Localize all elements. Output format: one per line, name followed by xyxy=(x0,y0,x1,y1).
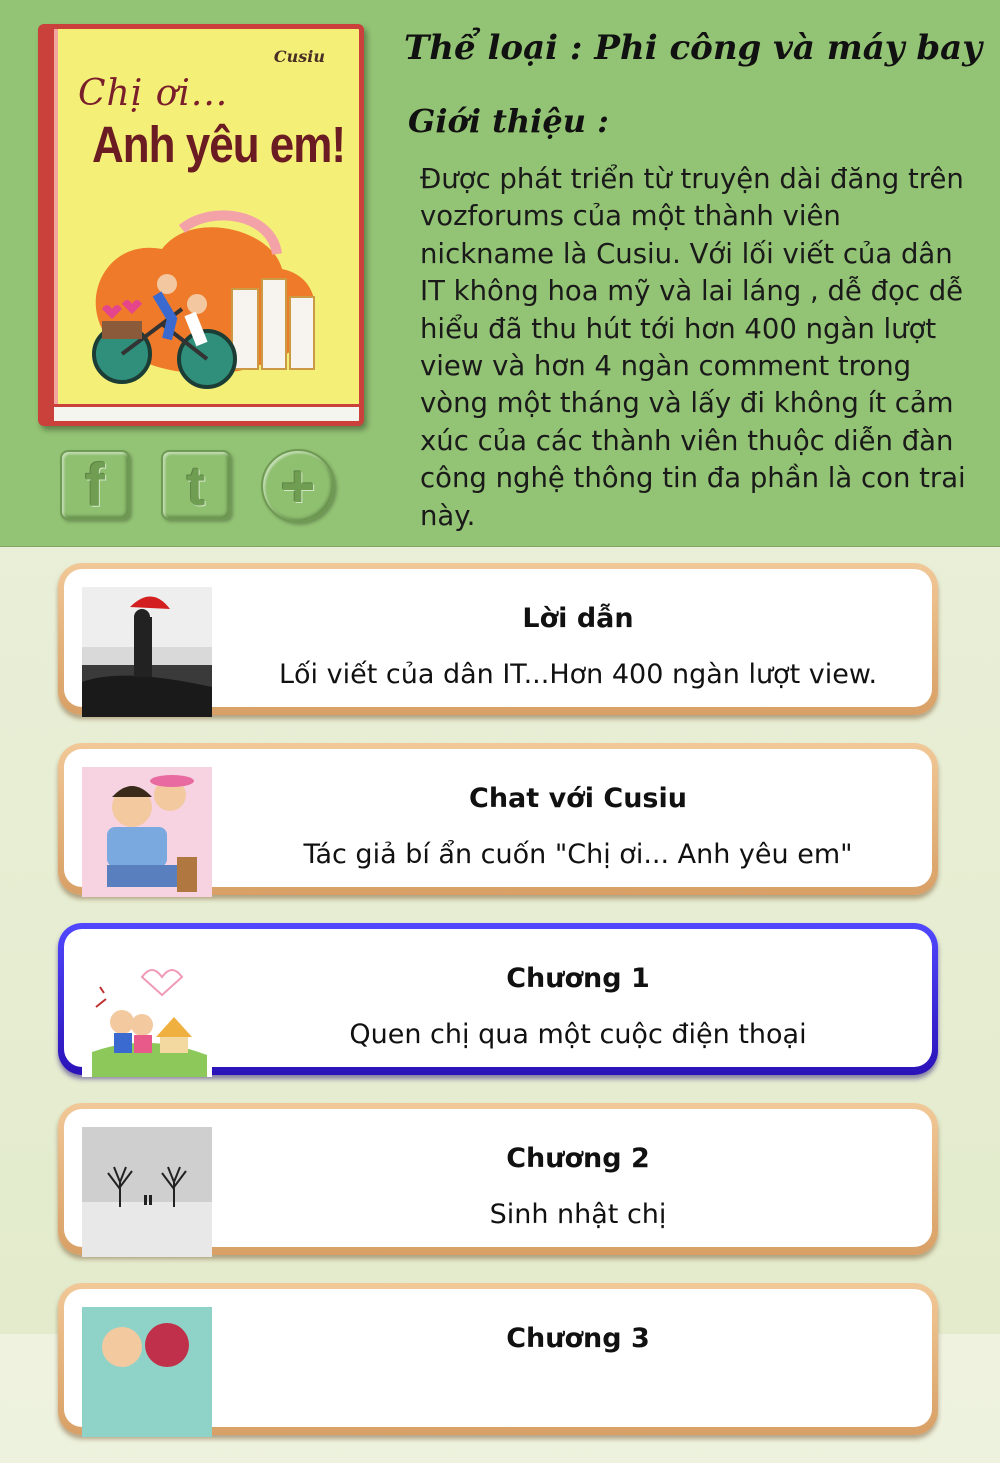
thumbnail-chibi-couple xyxy=(82,947,212,1077)
card-body xyxy=(64,1289,932,1427)
thumbnail-couple-illustration xyxy=(82,1307,212,1437)
twitter-share-button[interactable]: t xyxy=(161,450,231,520)
chapter-item-1[interactable] xyxy=(58,923,938,1075)
add-button[interactable]: + xyxy=(261,449,335,523)
card-body xyxy=(64,929,932,1067)
book-spine xyxy=(54,29,58,421)
chapter-title: Chương 3 xyxy=(506,1323,650,1354)
chapter-subtitle: Quen chị qua một cuộc điện thoại xyxy=(349,1019,807,1050)
genre-value: Phi công và máy bay xyxy=(594,28,982,68)
chapter-title: Chat với Cusiu xyxy=(469,783,687,814)
cover-illustration xyxy=(72,209,352,399)
book-info-header xyxy=(0,0,1000,547)
book-title-line2: Anh yêu em! xyxy=(92,117,346,174)
chapter-item-intro[interactable] xyxy=(58,563,938,715)
thumbnail-couple-umbrella xyxy=(82,587,212,717)
chapter-subtitle: Tác giả bí ẩn cuốn "Chị ơi... Anh yêu em" xyxy=(303,839,853,870)
intro-text: Được phát triển từ truyện dài đăng trên vozforums của một thành viên nickname là Cusiu. Với lối viết của dân IT không hoa mỹ và lai láng , dễ đọc dễ hiểu đã thu hút tới hơn 400 ngàn lượt view và hơn 4 ngàn comment trong vòng một tháng và lấy đi không ít cảm xúc của các thành viên thuộc diễn đàn công nghệ thông tin đa phần là con trai này. xyxy=(420,163,966,532)
genre-line xyxy=(404,28,982,68)
intro-label: Giới thiệu : xyxy=(408,102,609,140)
book-title-line1: Chị ơi... xyxy=(78,73,229,114)
chapter-title: Lời dẫn xyxy=(522,603,634,634)
genre-label: Thể loại : xyxy=(404,28,583,68)
thumbnail-winter-trees xyxy=(82,1127,212,1257)
chapter-title: Chương 1 xyxy=(506,963,650,994)
chapter-item-3[interactable] xyxy=(58,1283,938,1435)
book-pages-edge xyxy=(54,404,359,421)
chapter-title: Chương 2 xyxy=(506,1143,650,1174)
thumbnail-cartoon-couple xyxy=(82,767,212,897)
book-author: Cusiu xyxy=(273,47,325,66)
chapter-subtitle: Sinh nhật chị xyxy=(489,1199,667,1230)
chapter-item-chat[interactable] xyxy=(58,743,938,895)
chapter-item-2[interactable] xyxy=(58,1103,938,1255)
chapter-subtitle: Lối viết của dân IT...Hơn 400 ngàn lượt view. xyxy=(278,659,878,690)
chapter-list xyxy=(58,563,938,1463)
card-body xyxy=(64,1109,932,1247)
card-body xyxy=(64,569,932,707)
book-cover xyxy=(38,24,364,426)
facebook-share-button[interactable]: f xyxy=(60,450,130,520)
card-body xyxy=(64,749,932,887)
